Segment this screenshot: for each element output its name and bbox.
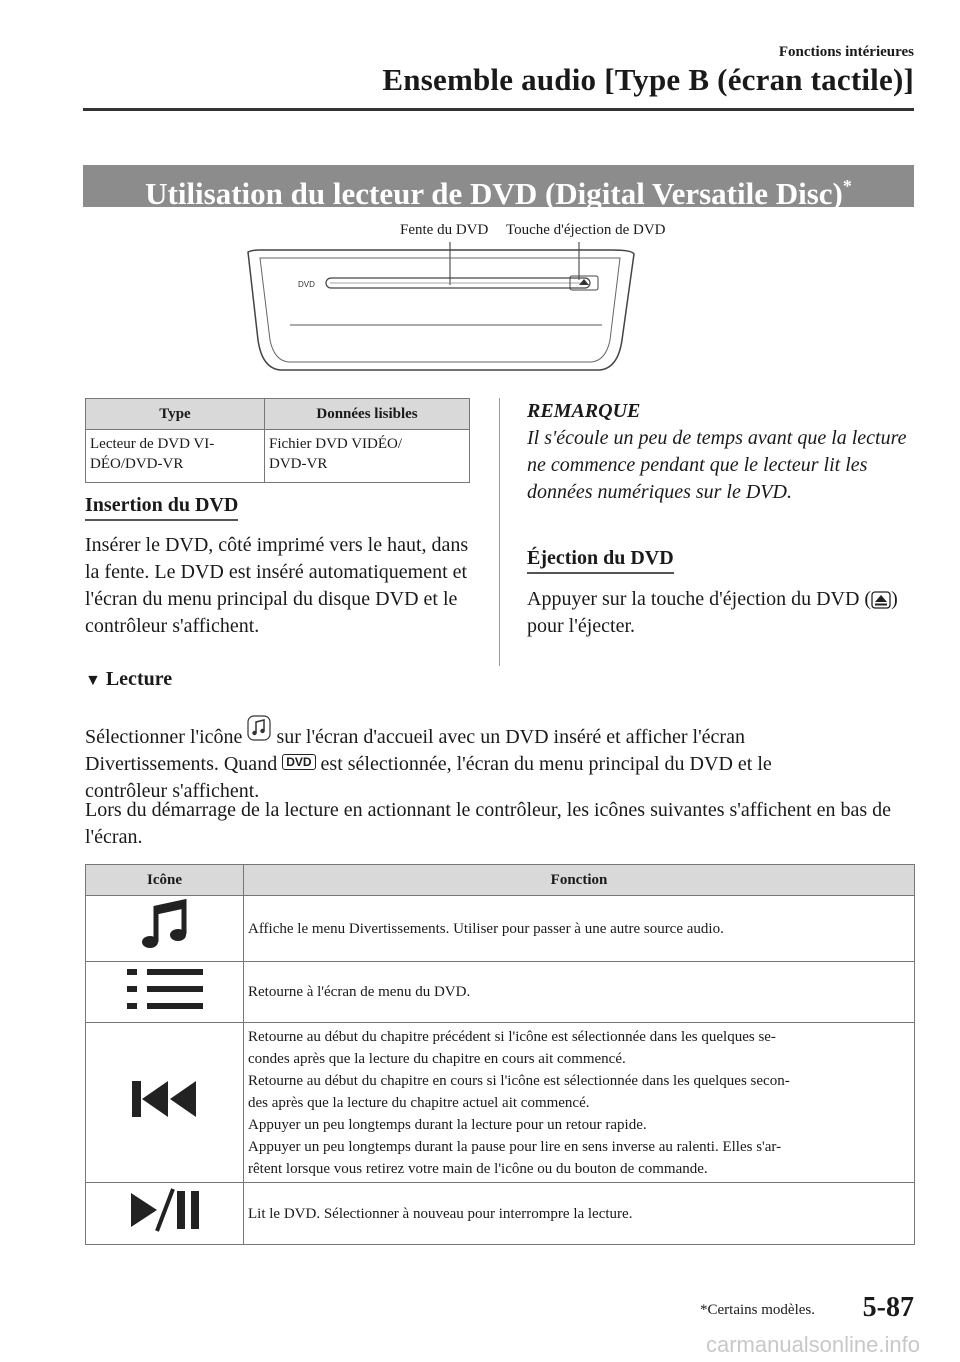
section-banner [83, 165, 914, 211]
insertion-text: Insérer le DVD, côté imprimé vers le haut, dans la fente. Le DVD est inséré automatiquement et l'écran du menu principal du disque DVD et le contrôleur s'affichent. [85, 534, 469, 637]
footnote: *Certains modèles. [700, 1302, 815, 1318]
lecture-text: est sélectionnée, l'écran du menu principal du DVD et le [320, 753, 772, 775]
callout-dvd-slot: Fente du DVD [400, 222, 489, 238]
table-cell: Fichier DVD VIDÉO/ DVD-VR [265, 430, 470, 483]
function-line: rêtent lorsque vous retirez votre main de l'icône ou du bouton de commande. [248, 1160, 708, 1177]
lecture-heading: Lecture [105, 668, 173, 690]
table-cell: Lecteur de DVD VI- DÉO/DVD-VR [86, 430, 265, 483]
table-row [86, 1183, 915, 1245]
ejection-heading-wrap [527, 547, 674, 574]
lecture-text: contrôleur s'affichent. [85, 780, 260, 802]
dvd-player-illustration [240, 240, 640, 380]
function-line: condes après que la lecture du chapitre en cours ait commencé. [248, 1050, 626, 1067]
ejection-text [527, 586, 919, 640]
table-cell: Retourne à l'écran de menu du DVD. [244, 962, 915, 1023]
table-cell [86, 962, 244, 1023]
function-line: des après que la lecture du chapitre actuel ait commencé. [248, 1094, 590, 1111]
table-header: Type [86, 399, 265, 430]
lecture-paragraph-2: Lors du démarrage de la lecture en actionnant le contrôleur, les icônes suivantes s'affichent en bas de l'écran. [85, 799, 892, 848]
banner-title: Utilisation du lecteur de DVD (Digital Versatile Disc) [145, 176, 843, 211]
lecture-text: sur l'écran d'accueil avec un DVD inséré et afficher l'écran [276, 726, 745, 748]
menu-list-icon [125, 967, 205, 1011]
table-cell [86, 1183, 244, 1245]
lecture-text: Divertissements. Quand [85, 753, 278, 775]
section-label: Fonctions intérieures [778, 44, 914, 60]
table-cell [86, 1023, 244, 1183]
icon-function-table [85, 864, 915, 1245]
column-divider [499, 398, 500, 666]
table-row [86, 962, 915, 1023]
table-header: Fonction [244, 865, 915, 896]
banner-asterisk: * [842, 176, 852, 196]
readable-data-table [85, 398, 470, 483]
function-line: Retourne au début du chapitre précédent si l'icône est sélectionnée dans les quelques se- [248, 1028, 776, 1045]
table-cell: Lit le DVD. Sélectionner à nouveau pour interrompre la lecture. [244, 1183, 915, 1245]
table-header: Icône [86, 865, 244, 896]
dvd-badge-icon: DVD [282, 754, 315, 770]
skip-back-icon [130, 1077, 200, 1121]
table-cell [86, 896, 244, 962]
triangle-down-icon: ▼ [85, 672, 101, 689]
lecture-paragraph-1 [85, 715, 920, 805]
function-line: Appuyer un peu longtemps durant la lecture pour un retour rapide. [248, 1116, 647, 1133]
page-title: Ensemble audio [Type B (écran tactile)] [382, 62, 914, 97]
insertion-heading-wrap [85, 494, 238, 521]
music-note-icon [140, 898, 190, 952]
header-rule [83, 108, 914, 111]
table-row [86, 430, 470, 483]
ejection-heading: Éjection du DVD [527, 547, 674, 574]
function-line: Appuyer un peu longtemps durant la pause pour lire en sens inverse au ralenti. Elles s'ar- [248, 1138, 782, 1155]
dvd-logo-mark: DVD [298, 280, 315, 289]
lecture-heading-wrap [85, 668, 172, 691]
watermark: carmanualsonline.info [705, 1332, 920, 1357]
remark-text: Il s'écoule un peu de temps avant que la lecture ne commence pendant que le lecteur lit les données numériques sur le DVD. [527, 427, 907, 503]
callout-eject-button: Touche d'éjection de DVD [506, 222, 666, 238]
table-header: Données lisibles [265, 399, 470, 430]
remark-title: REMARQUE [527, 400, 641, 422]
table-row [86, 896, 915, 962]
lecture-text: Sélectionner l'icône [85, 726, 243, 748]
ejection-text-part: Appuyer sur la touche d'éjection du DVD ( [527, 588, 872, 610]
insertion-heading: Insertion du DVD [85, 494, 238, 521]
function-line: Retourne au début du chapitre en cours si l'icône est sélectionnée dans les quelques secon- [248, 1072, 790, 1089]
table-cell [244, 1023, 915, 1183]
play-pause-icon [127, 1187, 203, 1233]
table-row [86, 1023, 915, 1183]
entertainment-icon [247, 715, 271, 741]
ejection-text-part: ) pour l'éjecter. [527, 588, 898, 637]
table-cell: Affiche le menu Divertissements. Utiliser pour passer à une autre source audio. [244, 896, 915, 962]
eject-icon [871, 591, 891, 609]
page-number: 5-87 [862, 1292, 914, 1323]
